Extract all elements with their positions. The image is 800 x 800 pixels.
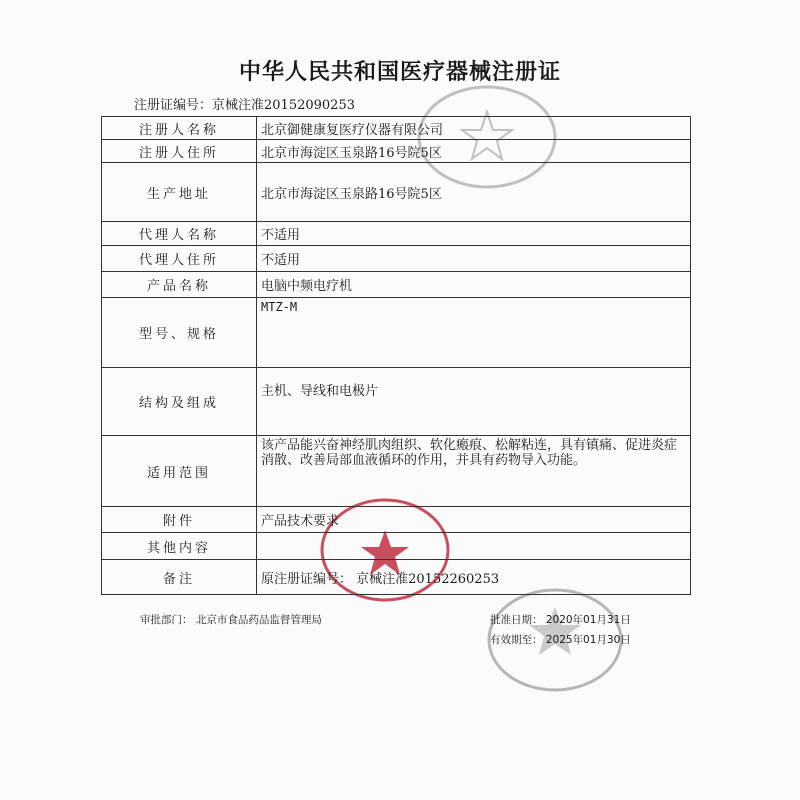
row-label: 附件 (102, 507, 257, 533)
row-label: 注册人名称 (102, 117, 257, 140)
row-label: 注册人住所 (102, 140, 257, 163)
row-value: 主机、导线和电极片 (257, 368, 691, 436)
table-row (102, 560, 691, 595)
table-row (102, 368, 691, 436)
row-value: 北京市海淀区玉泉路16号院5区 (257, 163, 691, 222)
table-row (102, 507, 691, 533)
row-value: 该产品能兴奋神经肌肉组织、软化瘢痕、松解粘连，具有镇痛、促进炎症消散、改善局部血液循环的作用，并具有药物导入功能。 (257, 436, 691, 507)
row-value: 北京御健康复医疗仪器有限公司 (257, 117, 691, 140)
row-value: 产品技术要求 (257, 507, 691, 533)
row-label: 备注 (102, 560, 257, 595)
table-row (102, 246, 691, 272)
table-row (102, 140, 691, 163)
row-value: 北京市海淀区玉泉路16号院5区 (257, 140, 691, 163)
row-value: 不适用 (257, 246, 691, 272)
row-label: 其他内容 (102, 533, 257, 560)
table-row (102, 272, 691, 298)
row-value: 原注册证编号： 京械注准20152260253 (257, 560, 691, 595)
approval-department: 审批部门： 北京市食品药品监督管理局 (140, 614, 322, 626)
row-value: 不适用 (257, 222, 691, 246)
row-label: 型号、规格 (102, 298, 257, 368)
row-label: 结构及组成 (102, 368, 257, 436)
page-title: 中华人民共和国医疗器械注册证 (238, 60, 561, 85)
valid-until: 有效期至： 2025年01月30日 (490, 634, 631, 646)
certificate-table (101, 116, 691, 595)
row-label: 代理人住所 (102, 246, 257, 272)
table-row (102, 117, 691, 140)
row-label: 代理人名称 (102, 222, 257, 246)
row-label: 生产地址 (102, 163, 257, 222)
table-row (102, 163, 691, 222)
row-value (257, 533, 691, 560)
table-row (102, 533, 691, 560)
reg-no-label: 注册证编号： (134, 98, 213, 113)
table-row (102, 222, 691, 246)
reg-no-value: 京械注准20152090253 (212, 98, 355, 113)
row-label: 产品名称 (102, 272, 257, 298)
row-value: MTZ-M (257, 298, 691, 368)
table-row (102, 436, 691, 507)
row-value: 电脑中频电疗机 (257, 272, 691, 298)
approval-date: 批准日期： 2020年01月31日 (490, 614, 631, 626)
registration-number (134, 94, 355, 113)
row-label: 适用范围 (102, 436, 257, 507)
table-row (102, 298, 691, 368)
